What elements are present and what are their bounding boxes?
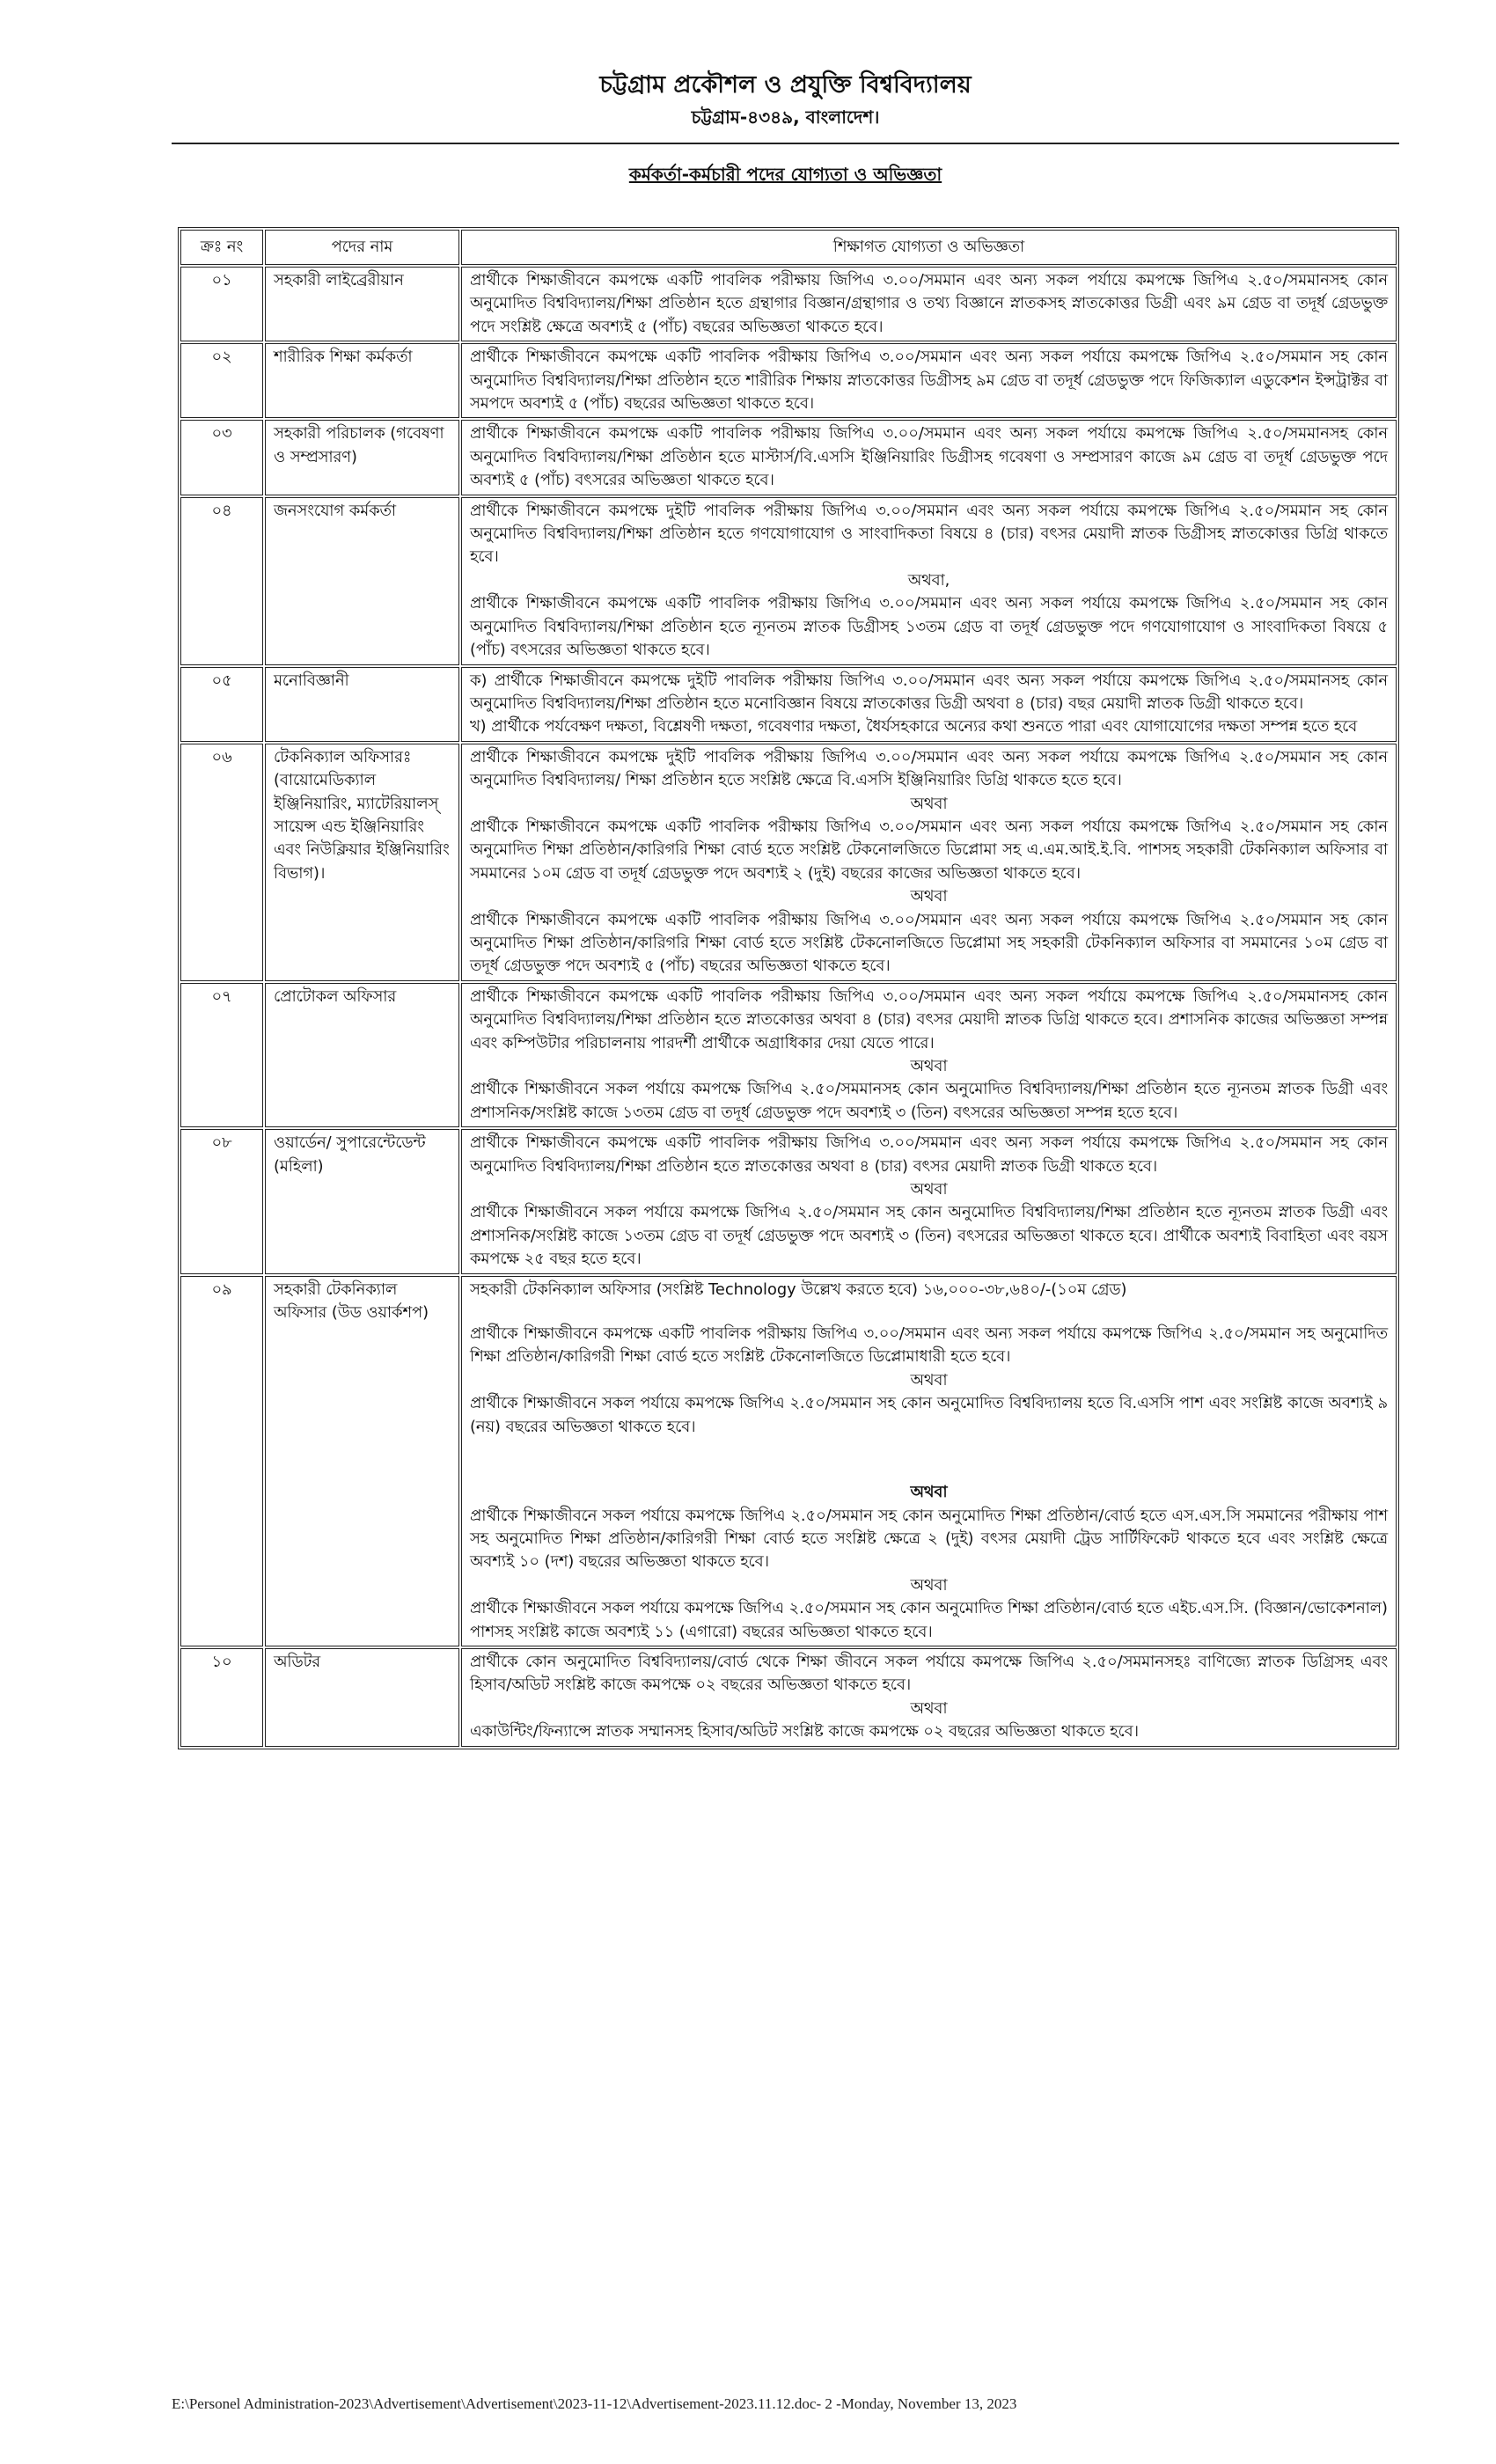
serial-cell: ০৯ bbox=[180, 1276, 263, 1646]
qualification-cell bbox=[461, 497, 1397, 665]
table-row bbox=[180, 1276, 1397, 1646]
qualification-cell bbox=[461, 1648, 1397, 1747]
qualification-table bbox=[178, 227, 1399, 1749]
serial-cell: ০৫ bbox=[180, 667, 263, 742]
header-serial: ক্রঃ নং bbox=[180, 230, 263, 265]
qualification-cell bbox=[461, 1129, 1397, 1273]
university-address: চট্টগ্রাম-৪৩৪৯, বাংলাদেশ। bbox=[691, 106, 880, 128]
qualification-text: প্রার্থীকে শিক্ষাজীবনে কমপক্ষে দুইটি পাবলিক পরীক্ষায় জিপিএ ৩.০০/সমমান এবং অন্য সকল পর্যায়ে কমপক্ষে জিপিএ ২.৫০/সমমান সহ কোন অনুমোদিত বিশ্ববিদ্যালয়/ শিক্ষা প্রতিষ্ঠান হতে সংশ্লিষ্ট ক্ষেত্রে বি.এসসি ইঞ্জিনিয়ারিং ডিগ্রি থাকতে হতে হবে। bbox=[470, 747, 1388, 790]
table-row bbox=[180, 1129, 1397, 1273]
qualification-text: প্রার্থীকে শিক্ষাজীবনে কমপক্ষে একটি পাবলিক পরীক্ষায় জিপিএ ৩.০০/সমমান এবং অন্য সকল পর্যায়ে কমপক্ষে জিপিএ ২.৫০/সমমানসহ কোন অনুমোদিত বিশ্ববিদ্যালয়/শিক্ষা প্রতিষ্ঠান হতে গ্রন্থাগার বিজ্ঞান/গ্রন্থাগার ও তথ্য বিজ্ঞানে স্নাতকসহ স্নাতকোত্তর ডিগ্রী এবং ৯ম গ্রেড বা তদূর্ধ গ্রেডভুক্ত পদে সংশ্লিষ্ট ক্ষেত্রে অবশ্যই ৫ (পাঁচ) বছরের অভিজ্ঞতা থাকতে হবে। bbox=[470, 271, 1388, 336]
qualification-text: প্রার্থীকে শিক্ষাজীবনে কমপক্ষে একটি পাবলিক পরীক্ষায় জিপিএ ৩.০০/সমমান এবং অন্য সকল পর্যায়ে কমপক্ষে জিপিএ ২.৫০/সমমানসহ কোন অনুমোদিত বিশ্ববিদ্যালয়/শিক্ষা প্রতিষ্ঠান হতে মাস্টার্স/বি.এসসি ইঞ্জিনিয়ারিং ডিগ্রীসহ গবেষণা ও সম্প্রসারণ কাজে ৯ম গ্রেড বা তদূর্ধ গ্রেডভুক্ত পদে অবশ্যই ৫ (পাঁচ) বৎসরের অভিজ্ঞতা থাকতে হবে। bbox=[470, 424, 1388, 490]
qualification-text: প্রার্থীকে শিক্ষাজীবনে সকল পর্যায়ে কমপক্ষে জিপিএ ২.৫০/সমমান সহ কোন অনুমোদিত বিশ্ববিদ্যালয় হতে বি.এসসি পাশ এবং সংশ্লিষ্ট কাজে অবশ্যই ৯ (নয়) বছরের অভিজ্ঞতা থাকতে হবে। bbox=[470, 1394, 1388, 1436]
qualification-text: প্রার্থীকে শিক্ষাজীবনে সকল পর্যায়ে কমপক্ষে জিপিএ ২.৫০/সমমান সহ কোন অনুমোদিত শিক্ষা প্রতিষ্ঠান/বোর্ড হতে এস.এস.সি সমমানের পরীক্ষায় পাশ সহ অনুমোদিত শিক্ষা প্রতিষ্ঠান/কারিগরী শিক্ষা বোর্ড হতে সংশ্লিষ্ট ক্ষেত্রে ২ (দুই) বৎসর মেয়াদী ট্রেড সার্টিফিকেট থাকতে হবে এবং সংশ্লিষ্ট ক্ষেত্রে অবশ্যই ১০ (দশ) বছরের অভিজ্ঞতা থাকতে হবে। bbox=[470, 1506, 1388, 1572]
serial-cell: ০৭ bbox=[180, 983, 263, 1127]
serial-cell: ০৮ bbox=[180, 1129, 263, 1273]
qualification-text: প্রার্থীকে শিক্ষাজীবনে সকল পর্যায়ে কমপক্ষে জিপিএ ২.৫০/সমমানসহ কোন অনুমোদিত বিশ্ববিদ্যালয়/শিক্ষা প্রতিষ্ঠান হতে ন্যূনতম স্নাতক ডিগ্রী এবং প্রশাসনিক/সংশ্লিষ্ট কাজে ১৩তম গ্রেড বা তদূর্ধ গ্রেডভুক্ত পদে অবশ্যই ৩ (তিন) বৎসরের অভিজ্ঞতা সম্পন্ন হতে হবে। bbox=[470, 1080, 1388, 1122]
post-cell: জনসংযোগ কর্মকর্তা bbox=[265, 497, 459, 665]
table-row bbox=[180, 343, 1397, 418]
header-post: পদের নাম bbox=[265, 230, 459, 265]
table-row bbox=[180, 420, 1397, 495]
qualification-text: একাউন্টিং/ফিন্যান্সে স্নাতক সম্মানসহ হিসাব/অডিট সংশ্লিষ্ট কাজে কমপক্ষে ০২ বছরের অভিজ্ঞতা থাকতে হবে। bbox=[470, 1722, 1139, 1742]
header-divider bbox=[172, 143, 1399, 144]
qualification-cell bbox=[461, 1276, 1397, 1646]
qualification-text: প্রার্থীকে কোন অনুমোদিত বিশ্ববিদ্যালয়/বোর্ড থেকে শিক্ষা জীবনে সকল পর্যায়ে কমপক্ষে জিপিএ ২.৫০/সমমানসহঃ বাণিজ্যে স্নাতক ডিগ্রিসহ এবং হিসাব/অডিট সংশ্লিষ্ট কাজে কমপক্ষে ০২ বছরের অভিজ্ঞতা থাকতে হবে। bbox=[470, 1652, 1388, 1695]
table-row bbox=[180, 497, 1397, 665]
qualification-text: প্রার্থীকে শিক্ষাজীবনে কমপক্ষে একটি পাবলিক পরীক্ষায় জিপিএ ৩.০০/সমমান এবং অন্য সকল পর্যায়ে কমপক্ষে জিপিএ ২.৫০/সমমানসহ কোন অনুমোদিত বিশ্ববিদ্যালয়/শিক্ষা প্রতিষ্ঠান হতে স্নাতকোত্তর অথবা ৪ (চার) বৎসর মেয়াদী স্নাতক ডিগ্রি থাকতে হবে। প্রশাসনিক কাজের অভিজ্ঞতা সম্পন্ন এবং কম্পিউটার পরিচালনায় পারদর্শী প্রার্থীকে অগ্রাধিকার দেয়া যেতে পারে। bbox=[470, 986, 1388, 1052]
table-row bbox=[180, 667, 1397, 742]
qualification-text: প্রার্থীকে শিক্ষাজীবনে সকল পর্যায়ে কমপক্ষে জিপিএ ২.৫০/সমমান সহ কোন অনুমোদিত বিশ্ববিদ্যালয়/শিক্ষা প্রতিষ্ঠান হতে ন্যূনতম স্নাতক ডিগ্রী এবং প্রশাসনিক/সংশ্লিষ্ট কাজে ১৩তম গ্রেড বা তদূর্ধ গ্রেডভুক্ত পদে অবশ্যই ৩ (তিন) বৎসরের অভিজ্ঞতা থাকতে হবে। প্রার্থীকে অবশ্যই বিবাহিতা এবং বয়স কমপক্ষে ২৫ বছর হতে হবে। bbox=[470, 1203, 1388, 1269]
qualification-text: প্রার্থীকে শিক্ষাজীবনে কমপক্ষে একটি পাবলিক পরীক্ষায় জিপিএ ৩.০০/সমমান এবং অন্য সকল পর্যায়ে কমপক্ষে জিপিএ ২.৫০/সমমান সহ কোন অনুমোদিত শিক্ষা প্রতিষ্ঠান/কারিগরি শিক্ষা বোর্ড হতে সংশ্লিষ্ট টেকনোলজিতে ডিপ্লোমা সহ এ.এম.আই.ই.বি. পাশসহ সহকারী টেকনিক্যাল অফিসার বা সমমানের ১০ম গ্রেড বা তদূর্ধ গ্রেডভুক্ত পদে অবশ্যই ২ (দুই) বছরের কাজের অভিজ্ঞতা থাকতে হবে। bbox=[470, 817, 1388, 883]
table-row bbox=[180, 1648, 1397, 1747]
qualification-cell bbox=[461, 420, 1397, 495]
letterhead bbox=[172, 67, 1399, 130]
table-row bbox=[180, 267, 1397, 341]
post-cell: শারীরিক শিক্ষা কর্মকর্তা bbox=[265, 343, 459, 418]
or-separator: অথবা bbox=[910, 887, 948, 906]
post-cell: টেকনিক্যাল অফিসারঃ (বায়োমেডিক্যাল ইঞ্জিনিয়ারিং, ম্যাটেরিয়ালস্ সায়েন্স এন্ড ইঞ্জিনিয়ারিং এবং নিউক্লিয়ার ইঞ্জিনিয়ারিং বিভাগ)। bbox=[265, 744, 459, 981]
post-cell: সহকারী টেকনিক্যাল অফিসার (উড ওয়ার্কশপ) bbox=[265, 1276, 459, 1646]
post-cell: প্রোটোকল অফিসার bbox=[265, 983, 459, 1127]
post-cell: সহকারী পরিচালক (গবেষণা ও সম্প্রসারণ) bbox=[265, 420, 459, 495]
document-title-text: কর্মকর্তা-কর্মচারী পদের যোগ্যতা ও অভিজ্ঞতা bbox=[628, 164, 942, 185]
spacer bbox=[470, 1439, 1388, 1481]
university-name: চট্টগ্রাম প্রকৌশল ও প্রযুক্তি বিশ্ববিদ্যালয় bbox=[599, 71, 972, 99]
document-title bbox=[172, 162, 1399, 191]
qualification-cell bbox=[461, 267, 1397, 341]
table-row bbox=[180, 744, 1397, 981]
header-qualification: শিক্ষাগত যোগ্যতা ও অভিজ্ঞতা bbox=[461, 230, 1397, 265]
or-separator: অথবা bbox=[910, 1180, 948, 1199]
or-separator: অথবা bbox=[910, 1483, 948, 1502]
qualification-cell bbox=[461, 744, 1397, 981]
or-separator: অথবা, bbox=[907, 570, 950, 590]
qualification-text: প্রার্থীকে শিক্ষাজীবনে কমপক্ষে একটি পাবলিক পরীক্ষায় জিপিএ ৩.০০/সমমান এবং অন্য সকল পর্যায়ে কমপক্ষে জিপিএ ২.৫০/সমমান সহ কোন অনুমোদিত বিশ্ববিদ্যালয়/শিক্ষা প্রতিষ্ঠান হতে ন্যূনতম স্নাতক ডিগ্রীসহ ১৩তম গ্রেড বা তদূর্ধ গ্রেডভুক্ত পদে গণযোগাযোগ ও সাংবাদিকতা বিষয়ে ৫ (পাঁচ) বৎসরের অভিজ্ঞতা থাকতে হবে। bbox=[470, 594, 1388, 660]
or-separator: অথবা bbox=[910, 1370, 948, 1390]
serial-cell: ০৪ bbox=[180, 497, 263, 665]
serial-cell: ০৩ bbox=[180, 420, 263, 495]
qualification-cell bbox=[461, 667, 1397, 742]
post-cell: অডিটর bbox=[265, 1648, 459, 1747]
or-separator: অথবা bbox=[910, 1575, 948, 1595]
post-cell: সহকারী লাইব্রেরীয়ান bbox=[265, 267, 459, 341]
qualification-text: প্রার্থীকে শিক্ষাজীবনে সকল পর্যায়ে কমপক্ষে জিপিএ ২.৫০/সমমান সহ কোন অনুমোদিত শিক্ষা প্রতিষ্ঠান/বোর্ড হতে এইচ.এস.সি. (বিজ্ঞান/ভোকেশনাল) পাশসহ সংশ্লিষ্ট কাজে অবশ্যই ১১ (এগারো) বছরের অভিজ্ঞতা থাকতে হবে। bbox=[470, 1599, 1388, 1641]
qualification-text: প্রার্থীকে শিক্ষাজীবনে কমপক্ষে একটি পাবলিক পরীক্ষায় জিপিএ ৩.০০/সমমান এবং অন্য সকল পর্যায়ে কমপক্ষে জিপিএ ২.৫০/সমমান সহ কোন অনুমোদিত বিশ্ববিদ্যালয়/শিক্ষা প্রতিষ্ঠান হতে শারীরিক শিক্ষায় স্নাতকোত্তর ডিগ্রীসহ ৯ম গ্রেড বা তদূর্ধ গ্রেডভুক্ত পদে ফিজিক্যাল এডুকেশন ইন্সট্রাক্টর বা সমপদে অবশ্যই ৫ (পাঁচ) বছরের অভিজ্ঞতা থাকতে হবে। bbox=[470, 348, 1388, 414]
or-separator: অথবা bbox=[910, 1698, 948, 1718]
post-cell: ওয়ার্ডেন/ সুপারেন্টেডেন্ট (মহিলা) bbox=[265, 1129, 459, 1273]
table-row bbox=[180, 983, 1397, 1127]
serial-cell: ০১ bbox=[180, 267, 263, 341]
qualification-cell bbox=[461, 343, 1397, 418]
qualification-text: প্রার্থীকে শিক্ষাজীবনে কমপক্ষে একটি পাবলিক পরীক্ষায় জিপিএ ৩.০০/সমমান এবং অন্য সকল পর্যায়ে কমপক্ষে জিপিএ ২.৫০/সমমান সহ কোন অনুমোদিত বিশ্ববিদ্যালয়/শিক্ষা প্রতিষ্ঠান হতে স্নাতকোত্তর অথবা ৪ (চার) বৎসর মেয়াদী স্নাতক ডিগ্রী থাকতে হবে। bbox=[470, 1133, 1388, 1176]
table-header-row bbox=[180, 230, 1397, 265]
qualification-text: প্রার্থীকে শিক্ষাজীবনে কমপক্ষে একটি পাবলিক পরীক্ষায় জিপিএ ৩.০০/সমমান এবং অন্য সকল পর্যায়ে কমপক্ষে জিপিএ ২.৫০/সমমান সহ অনুমোদিত শিক্ষা প্রতিষ্ঠান/কারিগরী শিক্ষা বোর্ড হতে সংশ্লিষ্ট টেকনোলজিতে ডিপ্লোমাধারী হতে হবে। bbox=[470, 1324, 1388, 1367]
qualification-cell bbox=[461, 983, 1397, 1127]
qualification-text: প্রার্থীকে শিক্ষাজীবনে কমপক্ষে দুইটি পাবলিক পরীক্ষায় জিপিএ ৩.০০/সমমান এবং অন্য সকল পর্যায়ে কমপক্ষে জিপিএ ২.৫০/সমমান সহ কোন অনুমোদিত বিশ্ববিদ্যালয়/শিক্ষা প্রতিষ্ঠান হতে গণযোগাযোগ ও সাংবাদিকতা বিষয়ে ৪ (চার) বৎসর মেয়াদী স্নাতক ডিগ্রীসহ স্নাতকোত্তর ডিগ্রি থাকতে হবে। bbox=[470, 501, 1388, 567]
serial-cell: ০৬ bbox=[180, 744, 263, 981]
qualification-text: প্রার্থীকে শিক্ষাজীবনে কমপক্ষে একটি পাবলিক পরীক্ষায় জিপিএ ৩.০০/সমমান এবং অন্য সকল পর্যায়ে কমপক্ষে জিপিএ ২.৫০/সমমান সহ কোন অনুমোদিত শিক্ষা প্রতিষ্ঠান/কারিগরি শিক্ষা বোর্ড হতে সংশ্লিষ্ট টেকনোলজিতে ডিপ্লোমা সহ সহকারী টেকনিক্যাল অফিসার বা সমমানের ১০ম গ্রেড বা তদূর্ধ গ্রেডভুক্ত পদে অবশ্যই ৫ (পাঁচ) বছরের অভিজ্ঞতা থাকতে হবে। bbox=[470, 910, 1388, 976]
or-separator: অথবা bbox=[910, 1057, 948, 1075]
post-cell: মনোবিজ্ঞানী bbox=[265, 667, 459, 742]
or-separator: অথবা bbox=[910, 794, 948, 813]
spacer bbox=[470, 1302, 1388, 1323]
qualification-text: সহকারী টেকনিক্যাল অফিসার (সংশ্লিষ্ট Technology উল্লেখ করতে হবে) ১৬,০০০-৩৮,৬৪০/-(১০ম গ্রেড) bbox=[470, 1280, 1127, 1299]
serial-cell: ০২ bbox=[180, 343, 263, 418]
qualification-text: ক) প্রার্থীকে শিক্ষাজীবনে কমপক্ষে দুইটি পাবলিক পরীক্ষায় জিপিএ ৩.০০/সমমান এবং অন্য সকল পর্যায়ে কমপক্ষে জিপিএ ২.৫০/সমমানসহ কোন অনুমোদিত বিশ্ববিদ্যালয়/শিক্ষা প্রতিষ্ঠান হতে মনোবিজ্ঞান বিষয়ে স্নাতকোত্তর ডিগ্রী অথবা ৪ (চার) বছর মেয়াদী স্নাতক ডিগ্রী থাকতে হবে। bbox=[470, 671, 1388, 713]
file-path-footer: E:\Personel Administration-2023\Advertisement\Advertisement\2023-11-12\Advertisement-2023.11.12.doc- 2 -Monday, November 13, 2023 bbox=[172, 2395, 1017, 2412]
qualification-text: খ) প্রার্থীকে পর্যবেক্ষণ দক্ষতা, বিশ্লেষণী দক্ষতা, গবেষণার দক্ষতা, ধৈর্যসহকারে অন্যের কথা শুনতে পারা এবং যোগাযোগের দক্ষতা সম্পন্ন হতে হবে bbox=[470, 717, 1358, 737]
serial-cell: ১০ bbox=[180, 1648, 263, 1747]
